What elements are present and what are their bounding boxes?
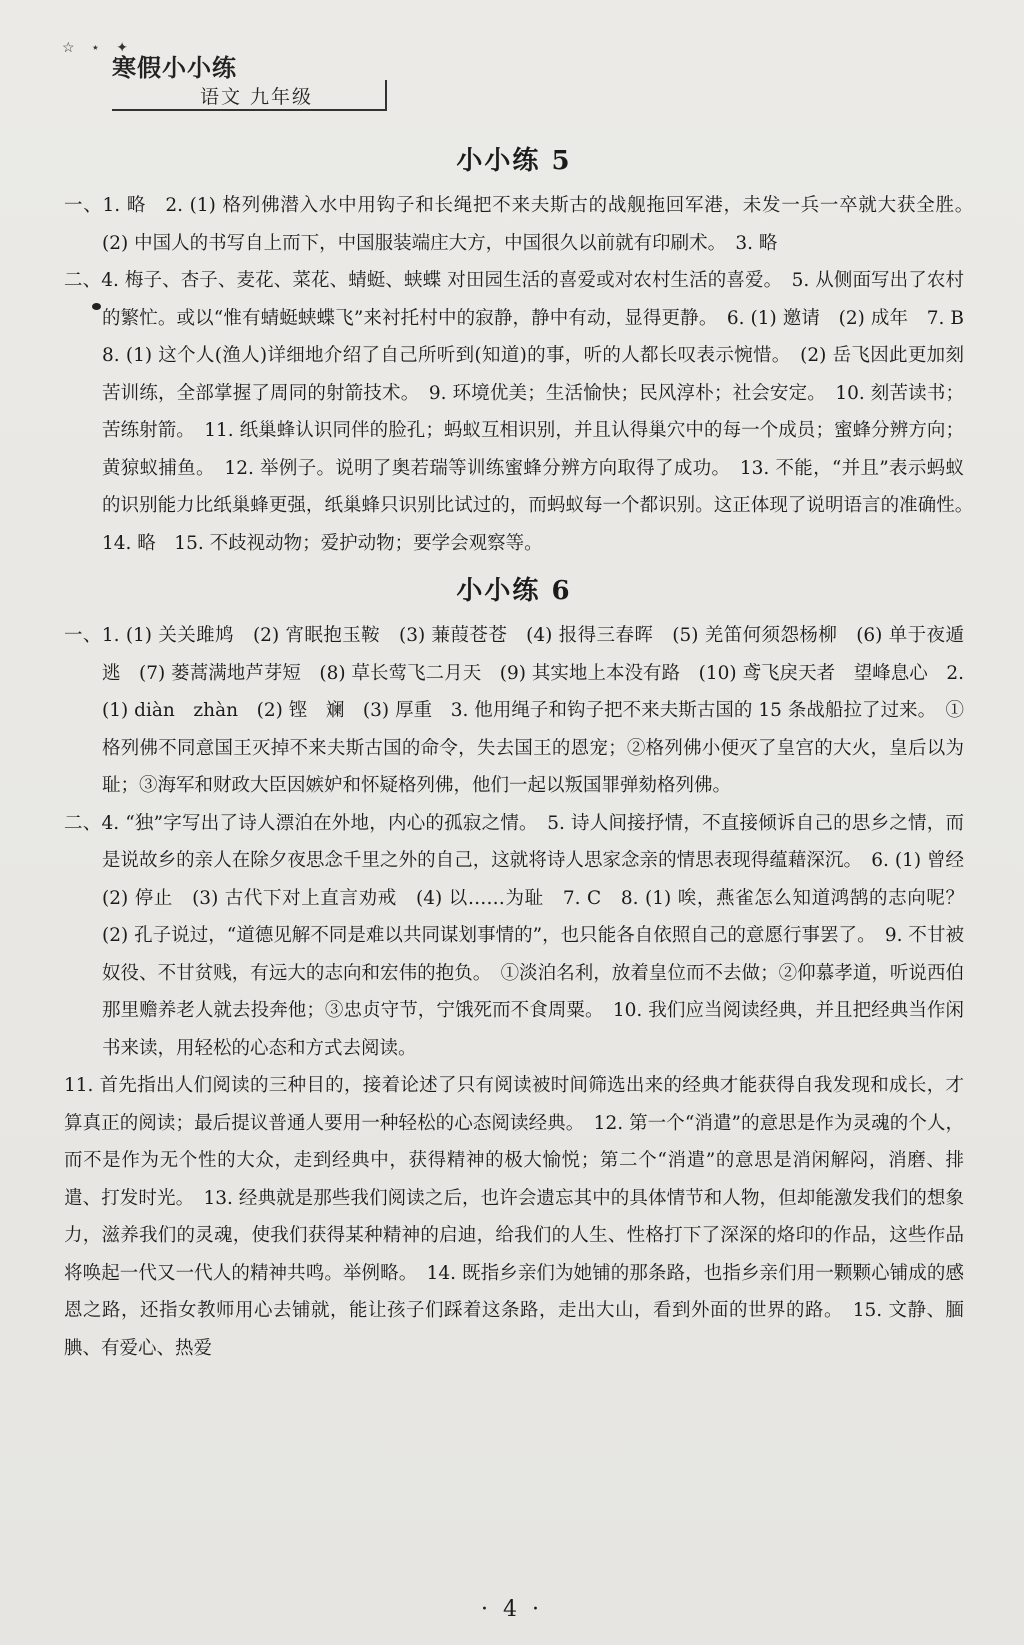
answer-paragraph: 一、1. 略 2. (1) 格列佛潜入水中用钩子和长绳把不来夫斯古的战舰拖回军港，未发一兵一卒就大获全胜。 (2) 中国人的书写自上而下，中国服装端庄大方，中国很久以前就有印刷术。 3. 略 [64,195,983,254]
header-vertical-divider [385,80,387,111]
answer-paragraph: 二、4. 梅子、杏子、麦花、菜花、蜻蜓、蛱蝶 对田园生活的喜爱或对农村生活的喜爱。 5. 从侧面写出了农村的繁忙。或以“惟有蜻蜓蛱蝶飞”来衬托村中的寂静，静中有动，显得更静。 6. (1) 邀请 (2) 成年 7. B 8. (1) 这个人(渔人)详细地介绍了自己所听到(知道)的事，听的人都长叹表示惋惜。 (2) 岳飞因此更加刻苦训练，全部掌握了周同的射箭技术。 9. 环境优美；生活愉快；民风淳朴；社会安定。 10. 刻苦读书；苦练射箭。 11. 纸巢蜂认识同伴的脸孔；蚂蚁互相识别，并且认得巢穴中的每一个成员；蜜蜂分辨方向；黄猄蚁捕鱼。 12. 举例子。说明了奥若瑞等训练蜜蜂分辨方向取得了成功。 13. 不能，“并且”表示蚂蚁的识别能力比纸巢蜂更强，纸巢蜂只识别比试过的，而蚂蚁每一个都识别。这正体现了说明语言的准确性。 14. 略 15. 不歧视动物；爱护动物；要学会观察等。 [64,270,983,554]
answer-content [64,140,983,1375]
book-subtitle: 语文 九年级 [200,86,314,108]
answer-paragraph: 二、4. “独”字写出了诗人漂泊在外地，内心的孤寂之情。 5. 诗人间接抒情，不直接倾诉自己的思乡之情，而是说故乡的亲人在除夕夜思念千里之外的自己，这就将诗人思家念亲的情思表现得蕴藉深沉。 6. (1) 曾经 (2) 停止 (3) 古代下对上直言劝戒 (4) 以……为耻 7. C 8. (1) 唉，燕雀怎么知道鸿鹄的志向呢？ (2) 孔子说过，“道德见解不同是难以共同谋划事情的”，也只能各自依照自己的意愿行事罢了。 9. 不甘被奴役、不甘贫贱，有远大的志向和宏伟的抱负。 ①淡泊名利，放着皇位而不去做；②仰慕孝道，听说西伯那里赡养老人就去投奔他；③忠贞守节，宁饿死而不食周粟。 10. 我们应当阅读经典，并且把经典当作闲书来读，用轻松的心态和方式去阅读。 [64,812,983,1059]
book-logo: 寒假小小练 [112,53,237,82]
page-number: · 4 · [481,1597,543,1622]
section-practice-6 [64,570,983,1367]
answer-paragraph: 11. 首先指出人们阅读的三种目的，接着论述了只有阅读被时间筛选出来的经典才能获得自我发现和成长，才算真正的阅读；最后提议普通人要用一种轻松的心态阅读经典。 12. 第一个“消遣”的意思是作为灵魂的个人，而不是作为无个性的大众，走到经典中，获得精神的极大愉悦；第二个“消遣”的意思是消闲解闷，消磨、排遣、打发时光。 13. 经典就是那些我们阅读之后，也许会遗忘其中的具体情节和人物，但却能激发我们的想象力，滋养我们的灵魂，使我们获得某种精神的启迪，给我们的人生、性格打下了深深的烙印的作品，这些作品将唤起一代又一代人的精神共鸣。举例略。 14. 既指乡亲们为她铺的那条路，也指乡亲们用一颗颗心铺成的感恩之路，还指女教师用心去铺就，能让孩子们踩着这条路，走出大山，看到外面的世界的路。 15. 文静、腼腆、有爱心、热爱 [64,1075,964,1359]
header-divider [112,109,387,111]
answer-paragraph: 一、1. (1) 关关雎鸠 (2) 宵眠抱玉鞍 (3) 蒹葭苍苍 (4) 报得三春晖 (5) 羌笛何须怨杨柳 (6) 单于夜遁逃 (7) 蒌蒿满地芦芽短 (8) 草长莺飞二月天 (9) 其实地上本没有路 (10) 鸢飞戾天者 望峰息心 2. (1) diàn zhàn (2) 铿 斓 (3) 厚重 3. 他用绳子和钩子把不来夫斯古国的 15 条战船拉了过来。 ①格列佛不同意国王灭掉不来夫斯古国的命令，失去国王的恩宠；②格列佛小便灭了皇宫的大火，皇后以为耻；③海军和财政大臣因嫉妒和怀疑格列佛，他们一起以叛国罪弹劾格列佛。 [64,625,964,796]
decorative-stars-icon: ☆ ⋆ ✦ [62,40,134,56]
section-title: 小小练 5 [456,146,572,176]
section-practice-5 [64,140,983,562]
section-title: 小小练 6 [456,576,572,606]
page-header [62,36,342,106]
